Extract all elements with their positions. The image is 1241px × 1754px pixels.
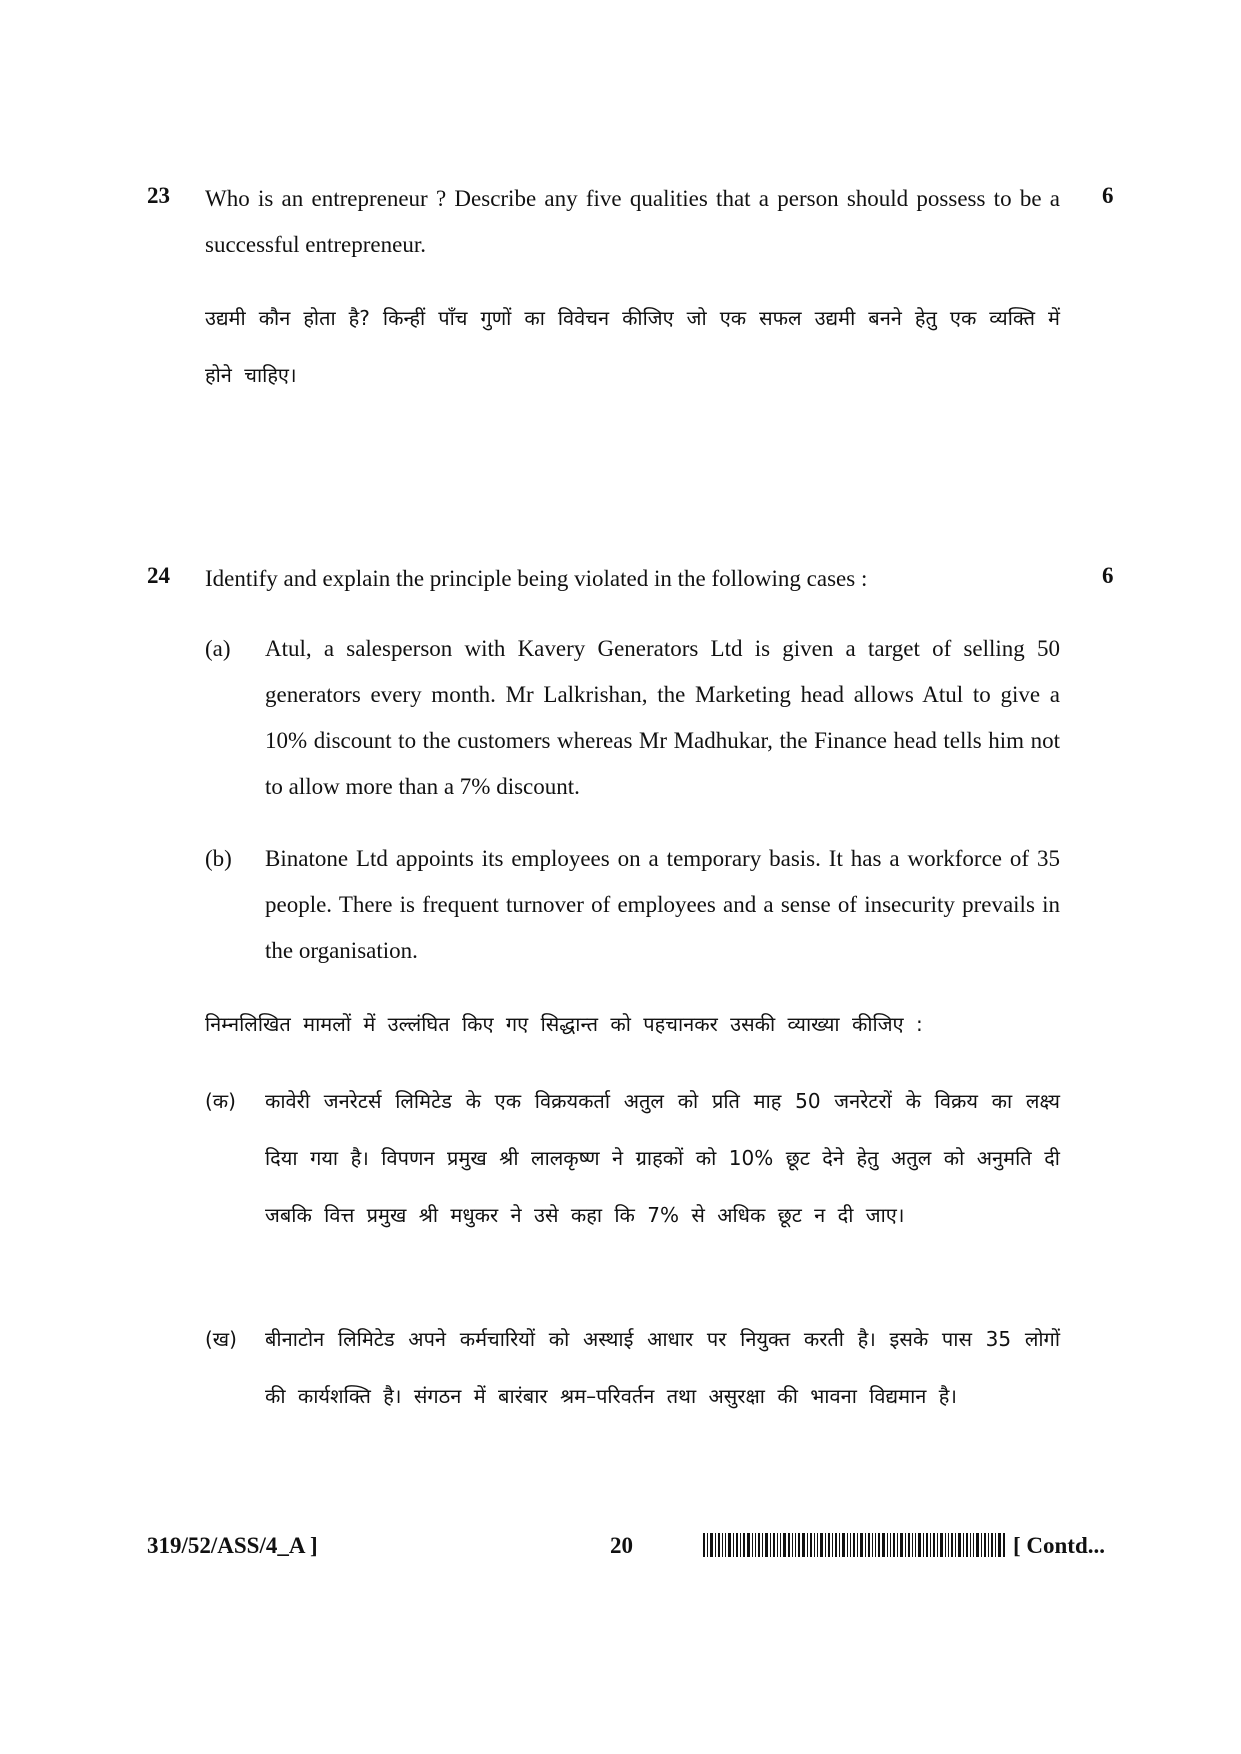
question-24-hindi: निम्नलिखित मामलों में उल्लंघित किए गए सिद्धान्त को पहचानकर उसकी व्याख्या कीजिए : [205,1012,923,1036]
part-label: (a) [205,636,231,661]
question-23-english: Who is an entrepreneur ? Describe any five qualities that a person should possess to be a successful entrepreneur. [205,186,1060,257]
question-24-english: Identify and explain the principle being violated in the following cases : [205,566,868,591]
part-label: (ख) [205,1327,237,1351]
part-label: (क) [205,1089,236,1113]
question-23-number: 23 [147,183,170,208]
part-text: Binatone Ltd appoints its employees on a temporary basis. It has a workforce of 35 people. There is frequent turnover of employees and a sense of insecurity prevails in the organisation. [265,846,1060,963]
part-label: (b) [205,846,232,871]
part-text: बीनाटोन लिमिटेड अपने कर्मचारियों को अस्थाई आधार पर नियुक्त करती है। इसके पास 35 लोगों की कार्यशक्ति है। संगठन में बारंबार श्रम–परिवर्तन तथा असुरक्षा की भावना विद्यमान है। [265,1327,1060,1408]
question-24-marks: 6 [1102,563,1114,588]
part-text: Atul, a salesperson with Kavery Generators Ltd is given a target of selling 50 generators every month. Mr Lalkrishan, the Marketing head allows Atul to give a 10% discount to the customers whereas Mr Madhukar, the Finance head tells him not to allow more than a 7% discount. [265,636,1060,799]
question-24-number: 24 [147,563,170,588]
page-number: 20 [610,1533,633,1558]
part-text: कावेरी जनरेटर्स लिमिटेड के एक विक्रयकर्ता अतुल को प्रति माह 50 जनरेटरों के विक्रय का लक्ष्य दिया गया है। विपणन प्रमुख श्री लालकृष्ण ने ग्राहकों को 10% छूट देने हेतु अतुल को अनुमति दी जबकि वित्त प्रमुख श्री मधुकर ने उसे कहा कि 7% से अधिक छूट न दी जाए। [265,1089,1060,1227]
paper-code: 319/52/ASS/4_A ] [147,1533,318,1558]
question-23-marks: 6 [1102,183,1114,208]
continued-label: [ Contd... [1013,1533,1106,1558]
question-23-hindi: उद्यमी कौन होता है? किन्हीं पाँच गुणों का विवेचन कीजिए जो एक सफल उद्यमी बनने हेतु एक व्यक्ति में होने चाहिए। [205,306,1060,387]
barcode-graphic [703,1533,1005,1557]
